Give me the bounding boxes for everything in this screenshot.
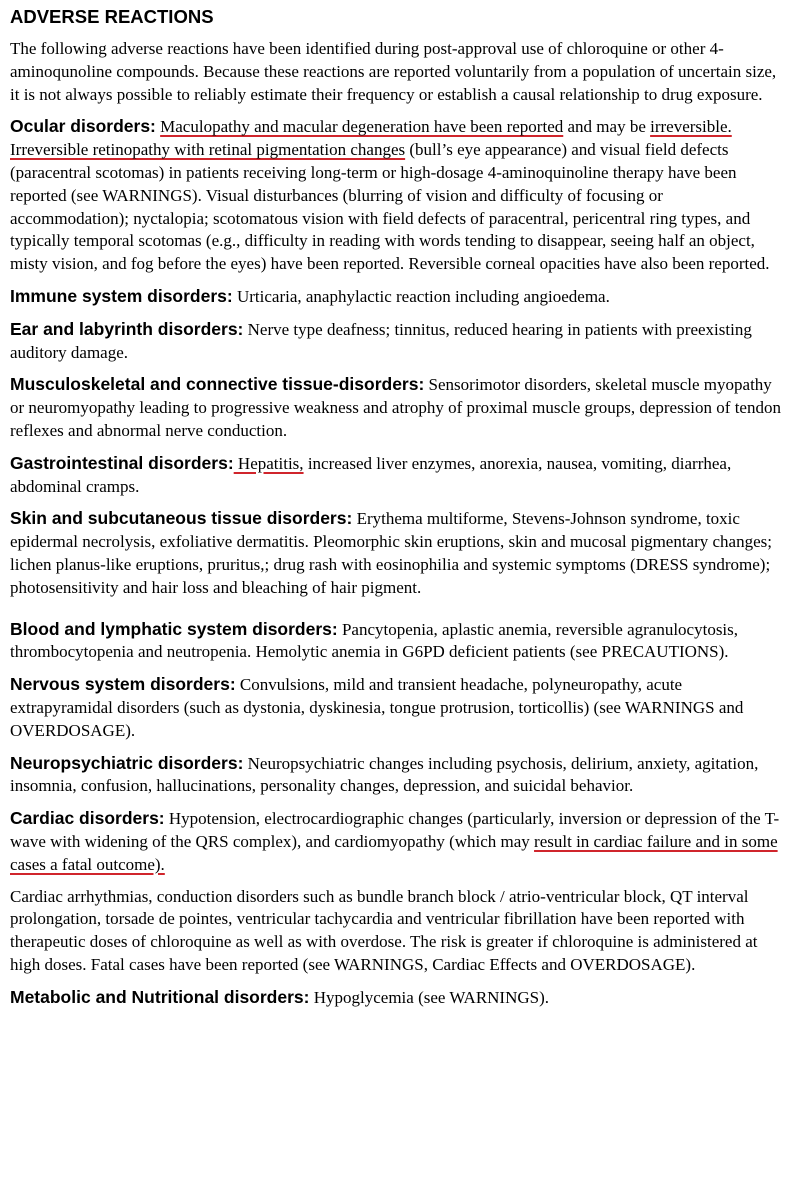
ear-disorders-paragraph xyxy=(10,318,786,365)
musculoskeletal-disorders-text: Sensorimotor disorders, skeletal muscle myopathy or neuromyopathy leading to progressive weakness and atrophy of proximal muscle groups, depression of tendon reflexes and abnormal nerve conduction. xyxy=(10,375,781,440)
musculoskeletal-disorders-paragraph xyxy=(10,373,786,442)
ocular-disorders-paragraph xyxy=(10,115,786,276)
ocular-highlight-2: irreversible. Irreversible retinopathy with retinal pigmentation changes xyxy=(10,117,732,160)
immune-disorders-paragraph xyxy=(10,285,786,309)
ear-disorders-label: Ear and labyrinth disorders: xyxy=(10,318,244,339)
nervous-disorders-label: Nervous system disorders: xyxy=(10,674,236,695)
metabolic-disorders-text: Hypoglycemia (see WARNINGS). xyxy=(309,987,550,1007)
gastrointestinal-disorders-paragraph xyxy=(10,452,786,499)
musculoskeletal-disorders-label: Musculoskeletal and connective tissue-disorders: xyxy=(10,374,425,395)
blood-disorders-text: Pancytopenia, aplastic anemia, reversible agranulocytosis, thrombocytopenia and neutropenia. Hemolytic anemia in G6PD deficient patients (see PRECAUTIONS). xyxy=(10,619,739,662)
ocular-text-1: and may be xyxy=(563,117,651,137)
gastrointestinal-disorders-label: Gastrointestinal disorders: xyxy=(10,452,234,473)
cardiac-disorders-text: Hypotension, electrocardiographic changes (particularly, inversion or depression of the T-wave with widening of the QRS complex), and cardiomyopathy (which may xyxy=(10,809,780,851)
ocular-highlight-1: Maculopathy and macular degeneration have been reported xyxy=(160,117,564,137)
ear-disorders-text: Nerve type deafness; tinnitus, reduced hearing in patients with preexisting auditory damage. xyxy=(10,319,752,362)
ocular-text-2: (bull’s eye appearance) and visual field defects (paracentral scotomas) in patients receiving long-term or high-dosage 4-aminoquinoline therapy have been reported (see WARNINGS). Visual disturbances (blurring of vision and difficulty of focusing or accommodation); nyctalopia; scotomatous vision with field defects of paracentral, pericentral ring types, and typically temporal scotomas (e.g., difficulty in reading with words tending to disappear, seeing half an object, misty vision, and fog before the eyes) have been reported. Reversible corneal opacities have also been reported. xyxy=(10,140,770,274)
skin-disorders-text: Erythema multiforme, Stevens-Johnson syndrome, toxic epidermal necrolysis, exfoliative dermatitis. Pleomorphic skin eruptions, skin and mucosal pigmentary changes; lichen planus-like eruptions, pruritus,; drug rash with eosinophilia and systemic symptoms (DRESS syndrome); photosensitivity and hair loss and bleaching of hair pigment. xyxy=(10,509,772,597)
nervous-disorders-paragraph xyxy=(10,673,786,742)
ocular-disorders-label: Ocular disorders: xyxy=(10,116,156,137)
cardiac-continuation-paragraph: Cardiac arrhythmias, conduction disorders such as bundle branch block / atrio-ventricular block, QT interval prolongation, torsade de pointes, ventricular tachycardia and ventricular fibrillation have been reported with therapeutic doses of chloroquine as well as with overdose. The risk is greater if chloroquine is administered at high doses. Fatal cases have been reported (see WARNINGS, Cardiac Effects and OVERDOSAGE). xyxy=(10,886,758,974)
section-heading: ADVERSE REACTIONS xyxy=(10,6,214,27)
neuropsychiatric-disorders-text: Neuropsychiatric changes including psychosis, delirium, anxiety, agitation, insomnia, confusion, hallucinations, personality changes, depression, and suicidal behavior. xyxy=(10,753,759,796)
document-page xyxy=(10,6,786,1018)
nervous-disorders-text: Convulsions, mild and transient headache, polyneuropathy, acute extrapyramidal disorders (such as dystonia, dyskinesia, tongue protrusion, torticollis) (see WARNINGS and OVERDOSAGE). xyxy=(10,675,744,740)
cardiac-disorders-label: Cardiac disorders: xyxy=(10,808,165,829)
skin-disorders-paragraph xyxy=(10,507,786,599)
immune-disorders-label: Immune system disorders: xyxy=(10,285,233,306)
gastrointestinal-highlight: Hepatitis, xyxy=(233,453,304,473)
intro-paragraph: The following adverse reactions have been identified during post-approval use of chloroquine or other 4-aminoqunoline compounds. Because these reactions are reported voluntarily from a population of uncertain size, it is not always possible to reliably estimate their frequency or establish a causal relationship to drug exposure. xyxy=(10,39,777,104)
metabolic-disorders-paragraph xyxy=(10,986,786,1010)
immune-disorders-text: Urticaria, anaphylactic reaction including angioedema. xyxy=(232,286,610,306)
skin-disorders-label: Skin and subcutaneous tissue disorders: xyxy=(10,508,353,529)
blood-disorders-paragraph xyxy=(10,618,786,665)
cardiac-disorders-paragraph xyxy=(10,807,786,876)
cardiac-highlight: result in cardiac failure and in some cases a fatal outcome). xyxy=(10,831,778,874)
neuropsychiatric-disorders-label: Neuropsychiatric disorders: xyxy=(10,752,244,773)
blood-disorders-label: Blood and lymphatic system disorders: xyxy=(10,618,338,639)
neuropsychiatric-disorders-paragraph xyxy=(10,752,786,799)
metabolic-disorders-label: Metabolic and Nutritional disorders: xyxy=(10,986,310,1007)
gastrointestinal-disorders-text: increased liver enzymes, anorexia, nausea, vomiting, diarrhea, abdominal cramps. xyxy=(10,453,732,496)
